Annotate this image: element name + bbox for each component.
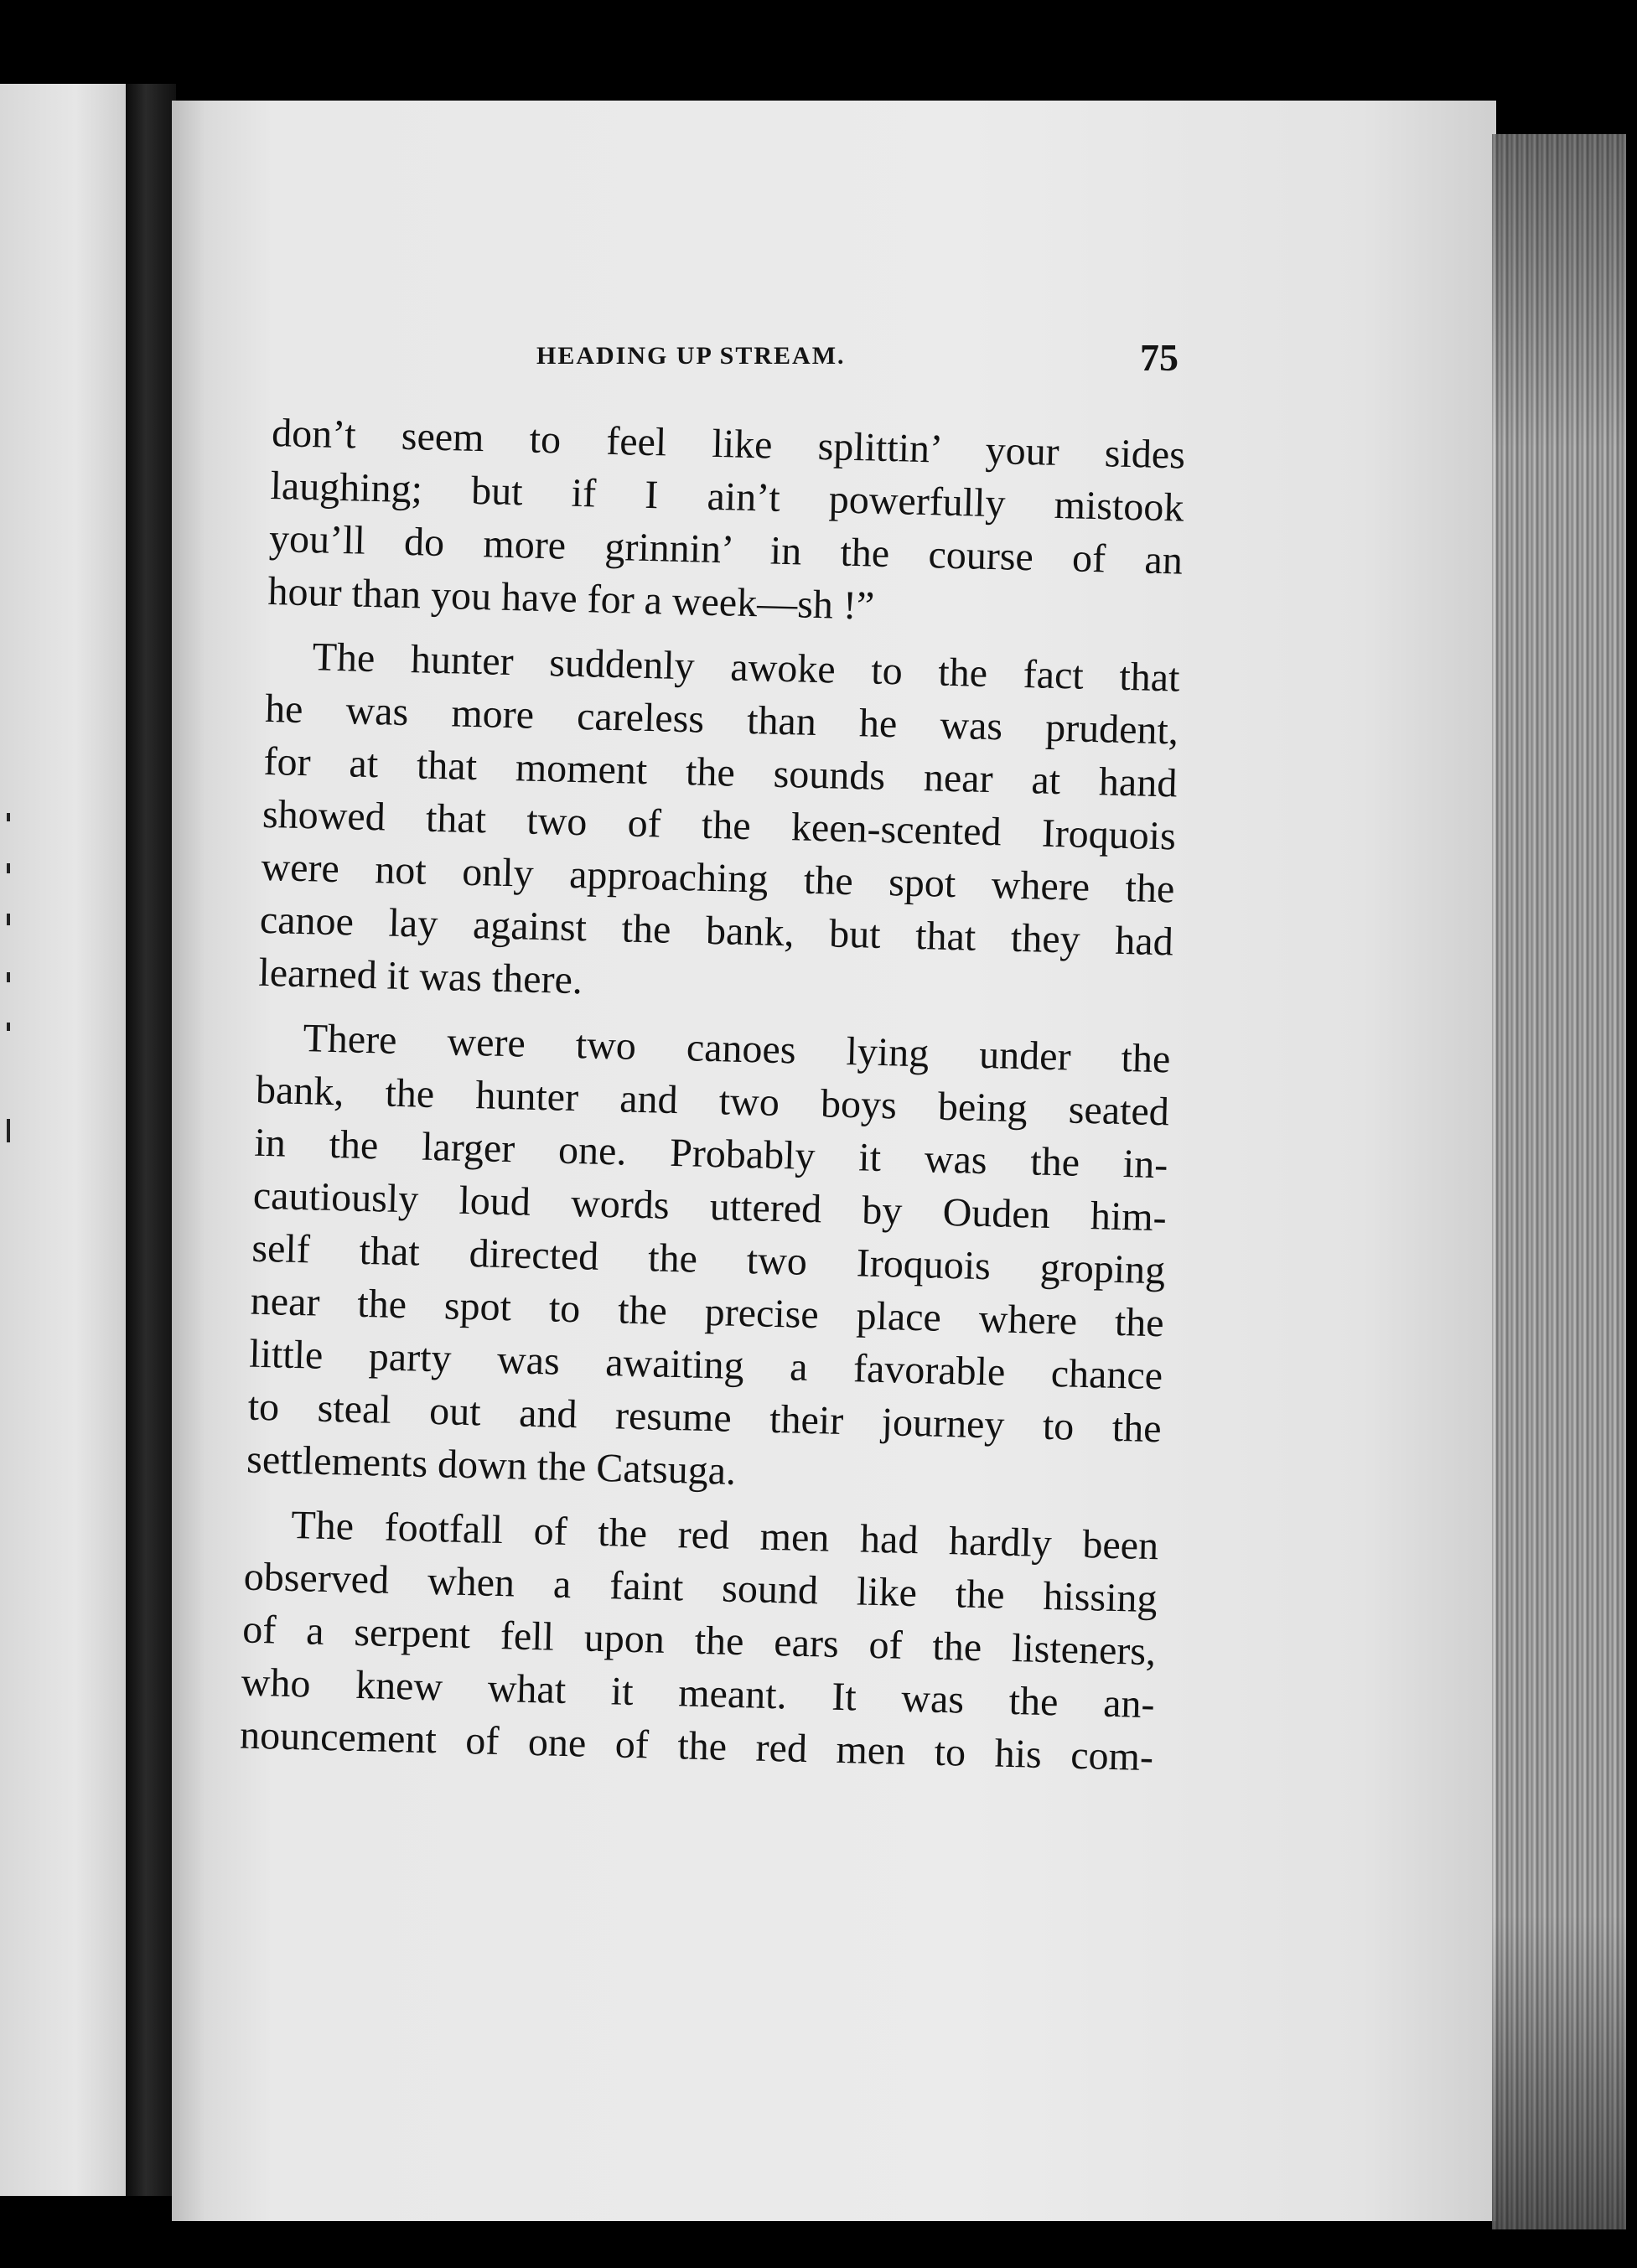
page-header — [536, 335, 1207, 386]
text-line: to steal out and resume their journey to the — [247, 1384, 1163, 1452]
left-facing-page — [0, 84, 126, 2196]
text-line: near the spot to the precise place where the — [250, 1278, 1165, 1346]
text-line: hour than you have for a week—sh !” — [267, 568, 875, 629]
text-line: The hunter suddenly awoke to the fact that — [312, 634, 1181, 701]
text-line: little party was awaiting a favorable chance — [248, 1331, 1163, 1399]
text-line: don’t seem to feel like splittin’ your sides — [271, 410, 1186, 478]
text-line: learned it was there. — [257, 950, 583, 1003]
text-line: showed that two of the keen-scented Iroquois — [262, 791, 1177, 859]
text-line: observed when a faint sound like the hissing — [243, 1554, 1158, 1622]
text-line: cautiously loud words uttered by Ouden him- — [252, 1173, 1168, 1240]
text-line: he was more careless than he was prudent, — [264, 686, 1179, 753]
page-number: 75 — [1140, 336, 1179, 379]
text-line: were not only approaching the spot where the — [260, 844, 1175, 912]
text-line: laughing; but if I ain’t powerfully mistook — [270, 463, 1185, 531]
running-head: HEADING UP STREAM. — [536, 342, 846, 370]
text-line: The footfall of the red men had hardly been — [290, 1502, 1159, 1569]
text-line: settlements down the Catsuga. — [246, 1437, 737, 1494]
book-gutter — [126, 84, 176, 2196]
page-edges-shadow — [1492, 134, 1626, 2229]
text-line: bank, the hunter and two boys being seated — [255, 1067, 1170, 1135]
text-line: nouncement of one of the red men to his com- — [239, 1712, 1154, 1780]
paragraph — [239, 1498, 1158, 1784]
paragraph — [246, 1011, 1172, 1508]
body-text — [239, 406, 1185, 1784]
text-line: who knew what it meant. It was the an- — [241, 1660, 1156, 1727]
text-line: There were two canoes lying under the — [302, 1016, 1171, 1082]
text-line: for at that moment the sounds near at hand — [263, 738, 1178, 806]
text-line: of a serpent fell upon the ears of the listeners, — [241, 1607, 1157, 1675]
text-line: self that directed the two Iroquois groping — [251, 1225, 1166, 1293]
text-line: canoe lay against the bank, but that they had — [259, 897, 1174, 965]
paragraph — [267, 406, 1186, 640]
text-line: in the larger one. Probably it was the in- — [253, 1120, 1168, 1188]
paragraph — [258, 629, 1180, 1021]
text-line: you’ll do more grinnin’ in the course of an — [268, 515, 1184, 583]
